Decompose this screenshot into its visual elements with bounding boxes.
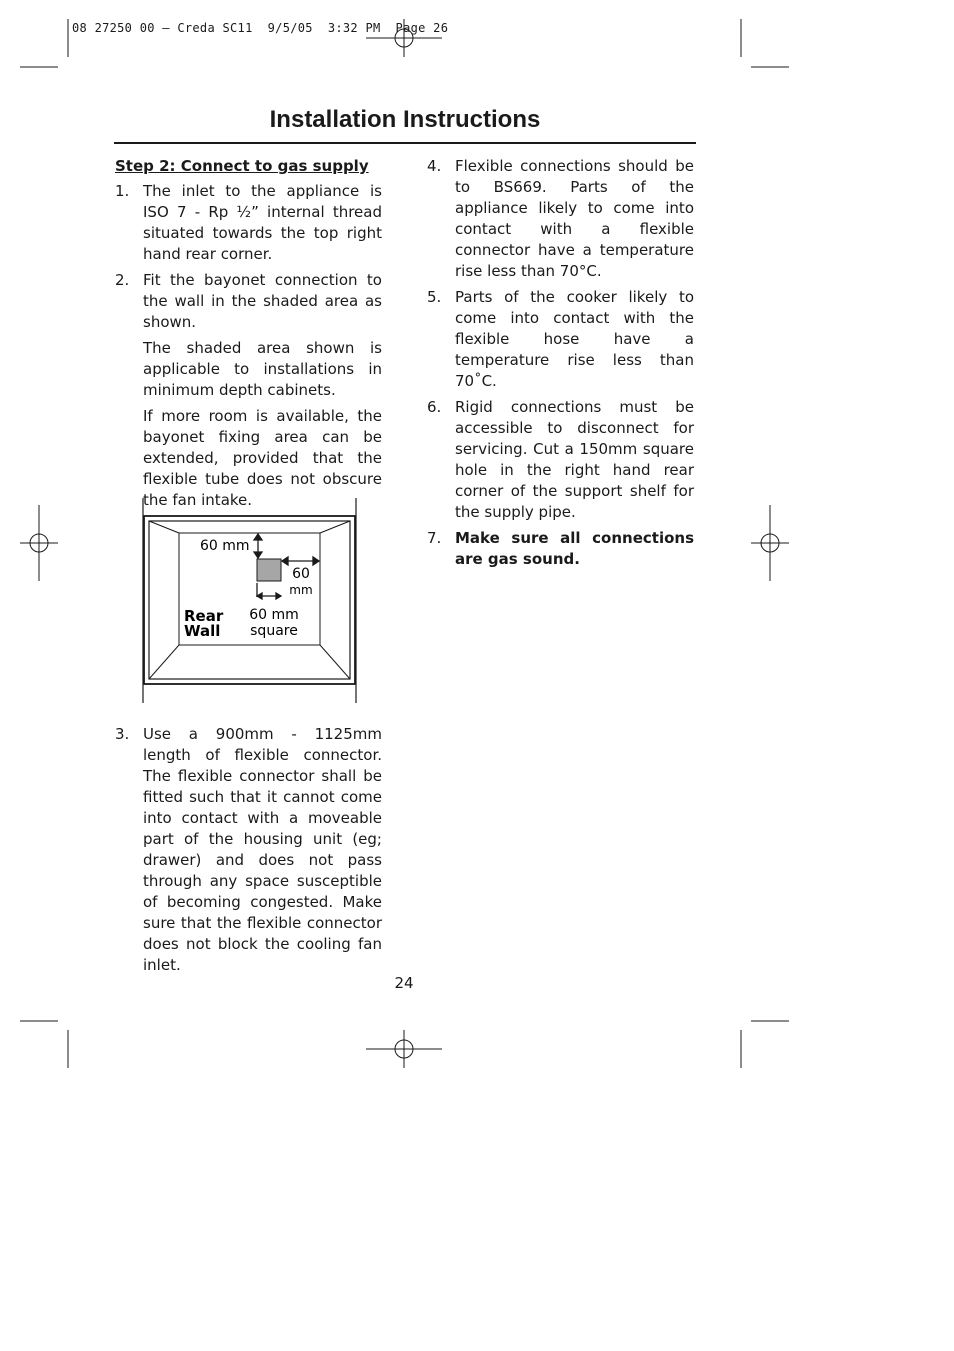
list-item [427,528,694,570]
list-item [115,181,382,265]
perspective-line [320,645,350,679]
item-number: 7. [427,529,442,547]
label-60mm-square: 60 mm [249,607,299,623]
label-wall: Wall [184,622,221,640]
label-60mm-top: 60 mm [200,538,250,554]
arrowhead [254,534,262,540]
item-number: 4. [427,157,442,175]
arrowhead [257,593,262,599]
item-number: 3. [115,725,130,743]
label-rear: Rear [184,607,224,625]
label-square: square [250,623,298,639]
item-number: 2. [115,271,130,289]
title-rule [114,142,696,144]
item-text-bold: Make sure all connections are gas sound. [455,529,694,568]
item-text: The inlet to the appliance is ISO 7 - Rp ½” internal thread situated towards the top right hand rear corner. [143,182,382,263]
arrowhead [282,557,288,565]
item-number: 6. [427,398,442,416]
rear-wall-diagram [142,498,362,708]
label-60-right: 60 [292,566,310,582]
perspective-line [149,521,179,533]
list-item [115,270,382,511]
perspective-line [149,645,179,679]
right-column [427,156,694,575]
print-slug: 08 27250 00 – Creda SC11 9/5/05 3:32 PM Page 26 [72,21,449,35]
item-text: Fit the bayonet connection to the wall in the shaded area as shown. [143,271,382,331]
registration-mark-top [366,19,442,57]
left-column-lower [115,724,382,981]
label-mm-right: mm [289,583,313,597]
arrowhead [313,557,319,565]
item-text: Parts of the cooker likely to come into contact with the flexible hose have a temperature rise less than 70˚C. [455,288,694,390]
list-item [427,156,694,282]
registration-mark-left [20,505,58,581]
list-item [115,724,382,976]
item-text: Flexible connections should be to BS669. Parts of the appliance likely to come into contact with a flexible connector have a temperature rise less than 70°C. [455,157,694,280]
step-heading: Step 2: Connect to gas supply [115,157,369,175]
arrowhead [254,552,262,558]
registration-mark-bottom [366,1030,442,1068]
page-title: Installation Instructions [269,106,541,133]
list-item [427,287,694,392]
item-text: Use a 900mm - 1125mm length of flexible connector. The flexible connector shall be fitted such that it cannot come into contact with a moveable part of the housing unit (eg; drawer) and does not pass through any space susceptible of becoming congested. Make sure that the flexible connector does not block the cooling fan inlet. [143,725,382,974]
arrowhead [276,593,281,599]
item-number: 1. [115,182,130,200]
shaded-fixing-area [257,559,281,581]
item-number: 5. [427,288,442,306]
item-text: If more room is available, the bayonet fixing area can be extended, provided that the flexible tube does not obscure the fan intake. [143,407,382,509]
page-number: 24 [394,974,414,992]
perspective-line [320,521,350,533]
item-text: Rigid connections must be accessible to disconnect for servicing. Cut a 150mm square hole in the right hand rear corner of the support shelf for the supply pipe. [455,398,694,521]
registration-mark-right [751,505,789,581]
left-column [115,156,382,516]
item-text: The shaded area shown is applicable to installations in minimum depth cabinets. [143,339,382,399]
list-item [427,397,694,523]
